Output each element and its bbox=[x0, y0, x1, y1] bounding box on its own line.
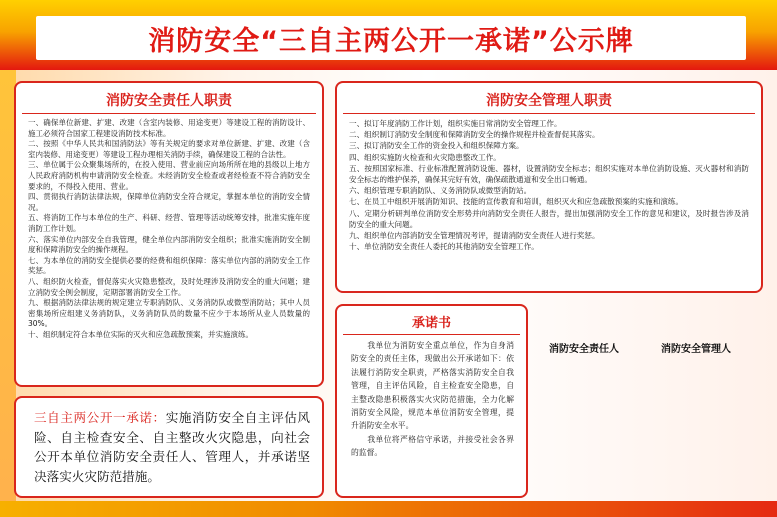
manager-signature-label: 消防安全管理人 bbox=[661, 344, 731, 355]
responsible-duties-list bbox=[16, 114, 322, 340]
duty-item: 一、拟订年度消防工作计划，组织实施日常消防安全管理工作。 bbox=[349, 119, 562, 128]
duty-item: 九、根据消防法律法规的规定建立专职消防队、义务消防队或微型消防站；其中人员密集场所应组建义务消防队，义务消防队员的数量不应少于本场所从业人员数量的30%。 bbox=[28, 298, 310, 329]
responsible-person-signature-label: 消防安全责任人 bbox=[549, 344, 619, 355]
duty-item: 六、落实单位内部安全自我管理，健全单位内部消防安全组织；批准实施消防安全制度和保障消防安全的操作规程。 bbox=[28, 234, 310, 255]
footer-band bbox=[0, 501, 777, 517]
duty-item: 七、在员工中组织开展消防知识、技能的宣传教育和培训，组织灭火和应急疏散预案的实施和演练。 bbox=[349, 197, 684, 207]
pledge-heading: 承诺书 bbox=[411, 316, 451, 331]
promise-text: 实施消防安全自主评估风险、自主检查安全、自主整改火灾隐患，向社会公开本单位消防安全责任人、管理人，并承诺坚决落实火灾防范措施。 bbox=[34, 410, 311, 484]
manager-duties-list bbox=[337, 114, 761, 252]
duty-item: 十、组织制定符合本单位实际的灭火和应急疏散预案，并实施演练。 bbox=[28, 329, 253, 339]
responsible-person-panel bbox=[14, 81, 324, 387]
duty-item: 二、组织制订消防安全制度和保障消防安全的操作规程并检查督促其落实。 bbox=[349, 130, 600, 140]
duty-item: 十、单位消防安全责任人委托的其他消防安全管理工作。 bbox=[349, 242, 539, 252]
manager-heading: 消防安全管理人职责 bbox=[486, 93, 612, 109]
pledge-paragraph-2: 我单位将严格信守承诺，并接受社会各界的监督。 bbox=[351, 434, 514, 458]
duty-item: 五、将消防工作与本单位的生产、科研、经营、管理等活动统筹安排，批准实施年度消防工作计划。 bbox=[28, 213, 310, 233]
header-band bbox=[0, 0, 777, 70]
duty-item: 二、按照《中华人民共和国消防法》等有关规定的要求对单位新建、扩建、改建（含室内装修、用途变更）等建设工程办理相关消防手续，确保建设工程的合法性。 bbox=[28, 139, 310, 159]
page-title: 消防安全“三自主两公开一承诺”公示牌 bbox=[148, 25, 634, 57]
duty-item: 三、拟订消防安全工作的资金投入和组织保障方案。 bbox=[349, 141, 524, 151]
promise-lead: 三自主两公开一承诺： bbox=[34, 410, 166, 425]
promise-panel bbox=[14, 396, 324, 498]
duty-item: 四、贯彻执行消防法律法规，保障单位消防安全符合规定，掌握本单位的消防安全情况。 bbox=[28, 192, 310, 212]
duty-item: 一、确保单位新建、扩建、改建（含室内装修、用途变更）等建设工程的消防设计、施工必须符合国家工程建设消防技术标准。 bbox=[28, 118, 310, 138]
duty-item: 四、组织实施防火检查和火灾隐患整改工作。 bbox=[349, 152, 501, 162]
manager-panel bbox=[335, 81, 763, 293]
pledge-paragraph-1: 我单位为消防安全重点单位，作为自身消防安全的责任主体，现做出公开承诺如下：依法履行消防安全职责，严格落实消防安全自我管理，自主评估风险，自主检查安全隐患，自主整改隐患积极落实火灾防范措施，全力化解消防安全风险，规范本单位消防安全管理，提升消防安全水平。 bbox=[351, 341, 514, 431]
duty-item: 三、单位属于公众聚集场所的，在投入使用、营业前应向场所所在地的县级以上地方人民政府消防机构申请消防安全检查。未经消防安全检查或者经检查不符合消防安全要求的，不得投入使用、营业。 bbox=[28, 160, 310, 191]
duty-item: 六、组织管理专职消防队、义务消防队或微型消防站。 bbox=[349, 186, 532, 196]
pledge-body bbox=[337, 335, 526, 460]
duty-item: 九、组织单位内部消防安全管理情况考评，提请消防安全责任人进行奖惩。 bbox=[349, 231, 600, 241]
duty-item: 五、按照国家标准、行业标准配置消防设施、器材，设置消防安全标志；组织实施对本单位消防设施、灭火器材和消防安全标志的维护保养，确保其完好有效，确保疏散通道和安全出口畅通。 bbox=[349, 163, 749, 185]
responsible-person-heading: 消防安全责任人职责 bbox=[106, 93, 232, 109]
promise-statement bbox=[34, 408, 310, 486]
duty-item: 八、组织防火检查，督促落实火灾隐患整改，及时处理涉及消防安全的重大问题；建立消防安全例会制度，定期部署消防安全工作。 bbox=[28, 276, 310, 297]
duty-item: 八、定期分析研判单位消防安全形势并向消防安全责任人报告，提出加强消防安全工作的意见和建议，及时报告涉及消防安全的重大问题。 bbox=[349, 208, 749, 229]
duty-item: 七、为本单位的消防安全提供必要的经费和组织保障：落实单位内部的消防安全工作奖惩。 bbox=[28, 255, 310, 276]
pledge-panel bbox=[335, 304, 528, 498]
title-box bbox=[36, 16, 746, 60]
